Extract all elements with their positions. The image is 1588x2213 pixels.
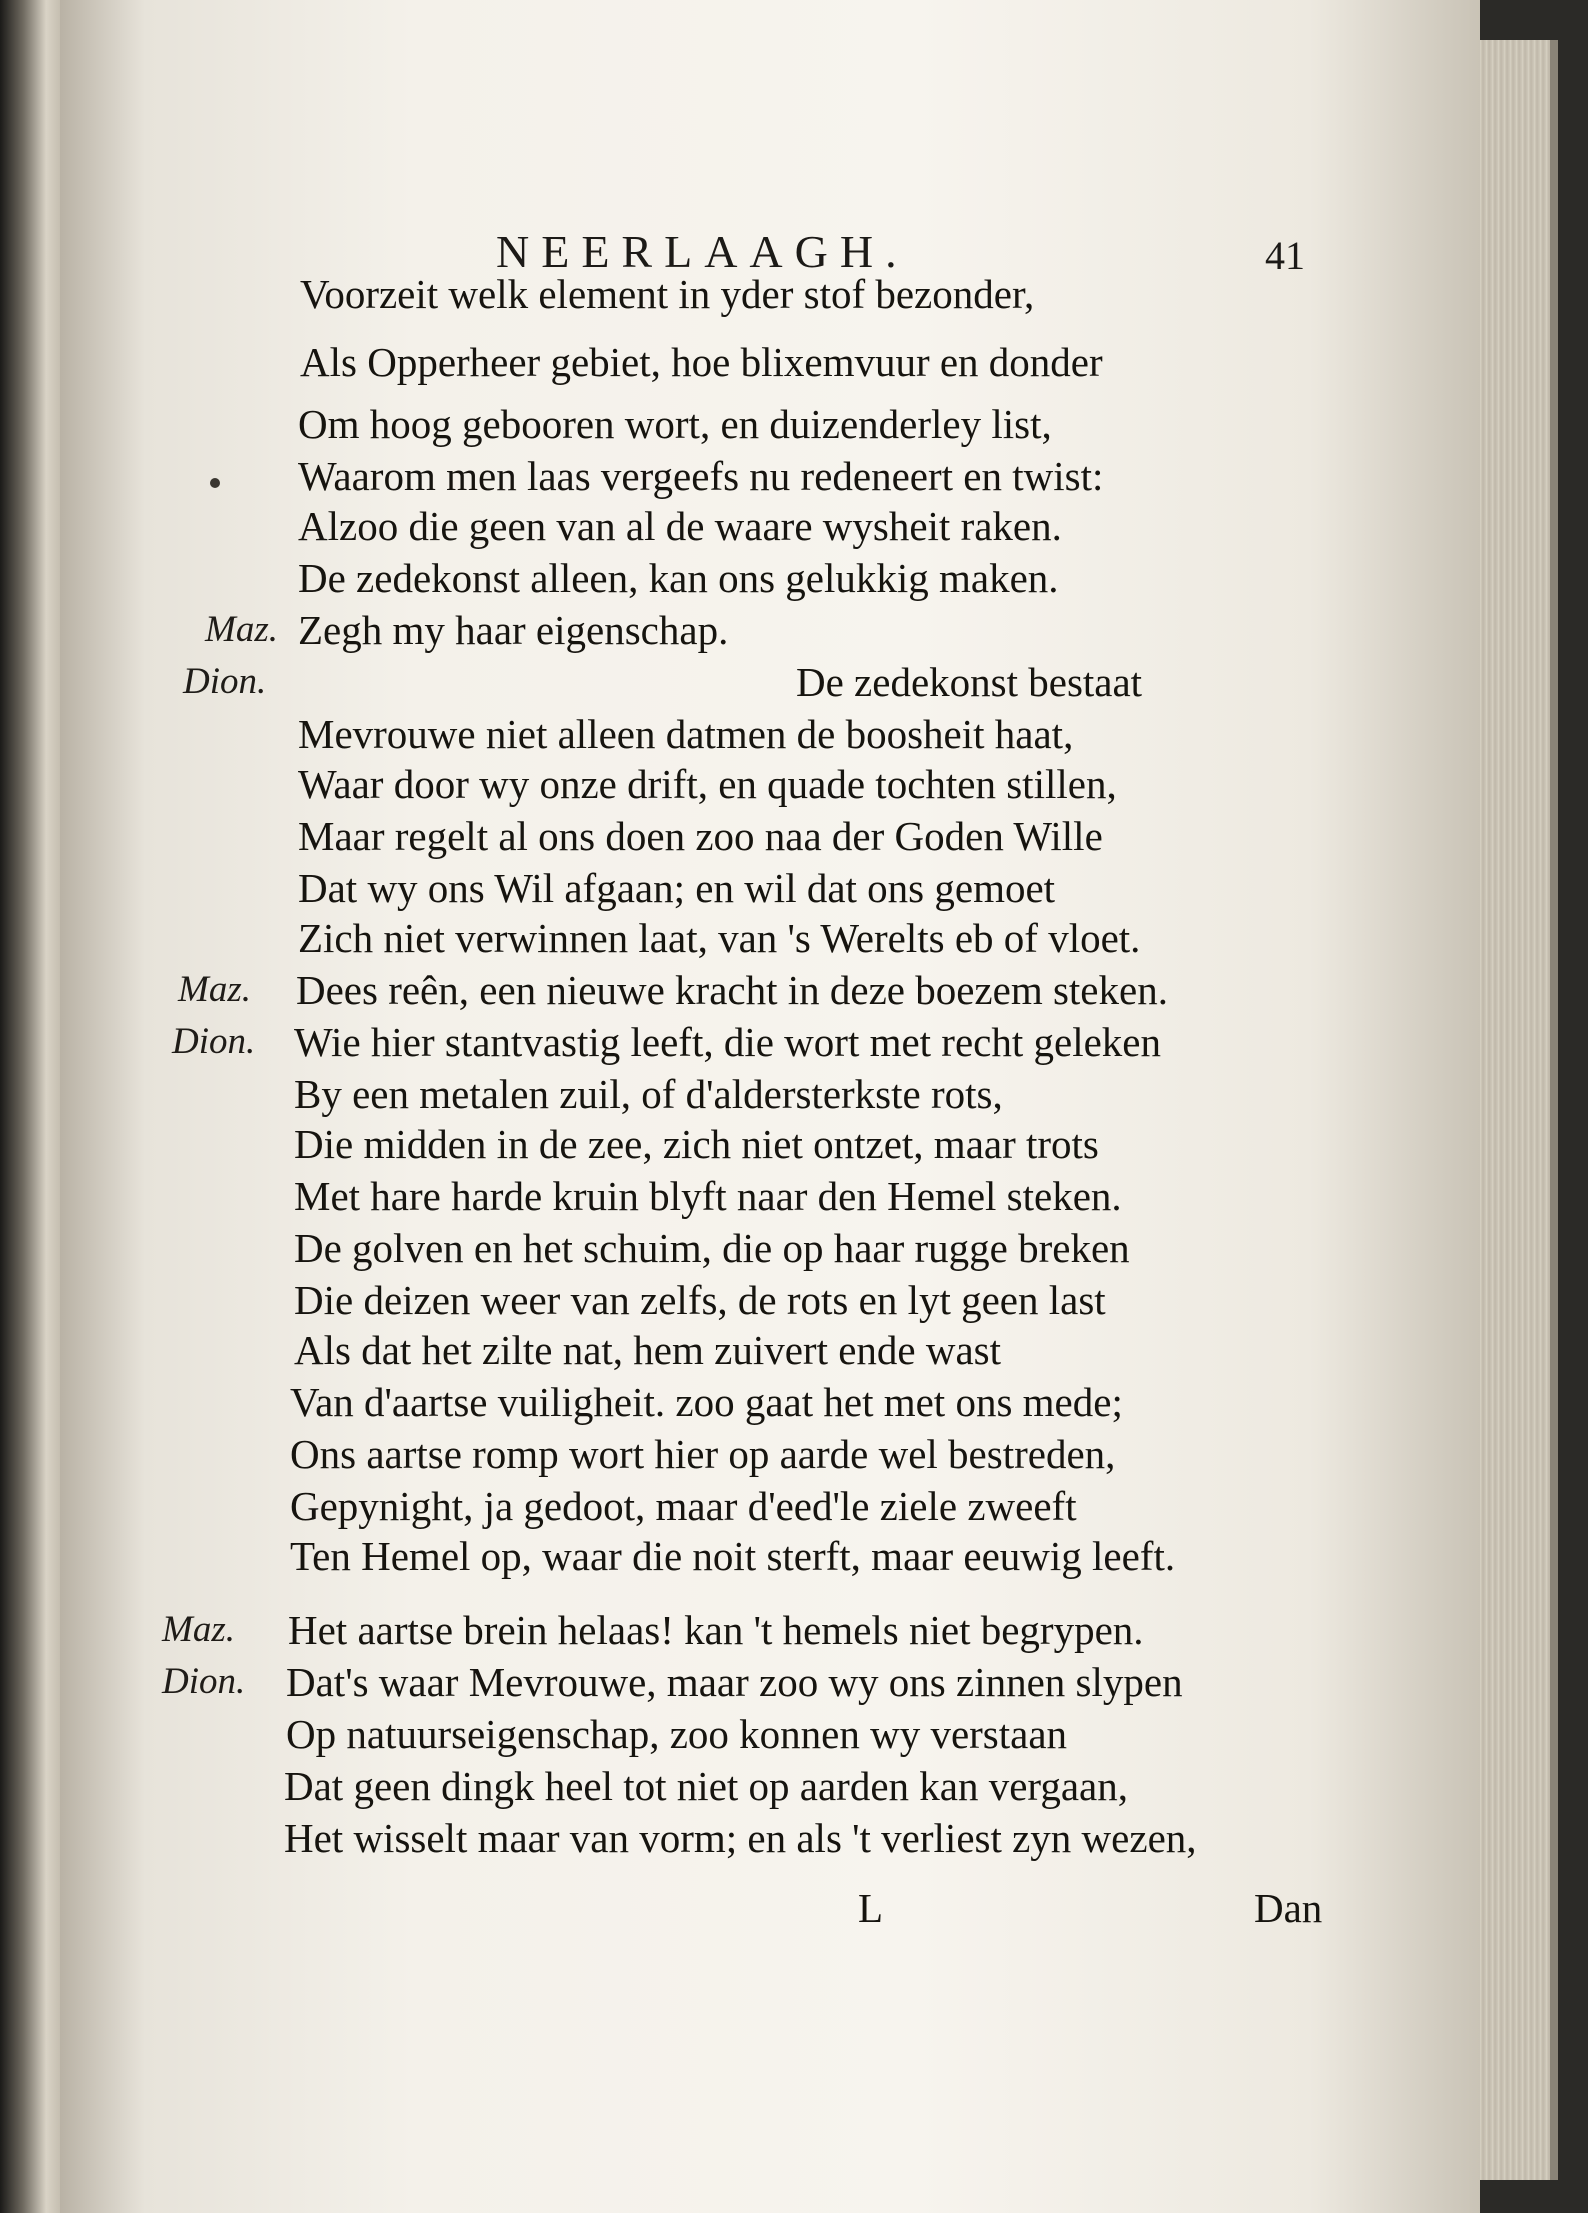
book-spine-gutter (0, 0, 66, 2213)
speaker-label: Dion. (172, 1021, 256, 1062)
verse-line: Met hare harde kruin blyft naar den Hemel steken. (294, 1173, 1122, 1219)
ink-speck (210, 478, 220, 488)
verse-line: Waar door wy onze drift, en quade tochten stillen, (298, 761, 1117, 807)
verse-line: Zegh my haar eigenschap. (298, 607, 729, 653)
running-head: NEERLAAGH. (496, 226, 909, 277)
verse-line: Als dat het zilte nat, hem zuivert ende wast (294, 1327, 1002, 1373)
verse-line: Dat's waar Mevrouwe, maar zoo wy ons zinnen slypen (286, 1659, 1183, 1705)
speaker-label: Maz. (162, 1609, 235, 1650)
verse-line: Zich niet verwinnen laat, van 's Werelts eb of vloet. (298, 915, 1141, 961)
verse-line: Als Opperheer gebiet, hoe blixemvuur en donder (300, 339, 1103, 385)
verse-line: Dees reên, een nieuwe kracht in deze boezem steken. (296, 967, 1168, 1013)
verse-line: Van d'aartse vuiligheit. zoo gaat het met ons mede; (290, 1379, 1123, 1425)
page-number: 41 (1265, 233, 1305, 278)
speaker-label: Dion. (162, 1661, 246, 1702)
speaker-label: Maz. (205, 609, 278, 650)
verse-line: Ten Hemel op, waar die noit sterft, maar eeuwig leeft. (290, 1533, 1176, 1579)
catchword: Dan (1254, 1885, 1323, 1931)
signature-mark: L (858, 1885, 884, 1931)
page-edges (1480, 40, 1558, 2180)
verse-line: De zedekonst alleen, kan ons gelukkig maken. (298, 555, 1059, 601)
verse-line: Dat geen dingk heel tot niet op aarden kan vergaan, (284, 1763, 1128, 1809)
verse-line: Alzoo die geen van al de waare wysheit raken. (298, 503, 1062, 549)
verse-line: Voorzeit welk element in yder stof bezonder, (300, 271, 1035, 317)
verse-line: By een metalen zuil, of d'aldersterkste rots, (294, 1071, 1003, 1117)
verse-line: Ons aartse romp wort hier op aarde wel bestreden, (290, 1431, 1116, 1477)
verse-line: Op natuurseigenschap, zoo konnen wy verstaan (286, 1711, 1068, 1757)
verse-line: Maar regelt al ons doen zoo naa der Goden Wille (298, 813, 1103, 859)
verse-line: Dat wy ons Wil afgaan; en wil dat ons gemoet (298, 865, 1056, 911)
verse-line: Het aartse brein helaas! kan 't hemels niet begrypen. (288, 1607, 1144, 1653)
verse-line: Gepynight, ja gedoot, maar d'eed'le ziele zweeft (290, 1483, 1077, 1529)
verse-line: Waarom men laas vergeefs nu redeneert en twist: (298, 453, 1104, 499)
verse-line: De golven en het schuim, die op haar rugge breken (294, 1225, 1130, 1271)
verse-line: Die midden in de zee, zich niet ontzet, maar trots (294, 1121, 1099, 1167)
verse-line: Het wisselt maar van vorm; en als 't verliest zyn wezen, (284, 1815, 1197, 1861)
speaker-label: Maz. (178, 969, 251, 1010)
speaker-label: Dion. (183, 661, 267, 702)
verse-line: Mevrouwe niet alleen datmen de boosheit haat, (298, 711, 1074, 757)
verse-line: De zedekonst bestaat (796, 659, 1143, 705)
verse-line: Wie hier stantvastig leeft, die wort met recht geleken (294, 1019, 1161, 1065)
verse-line: Om hoog gebooren wort, en duizenderley list, (298, 401, 1052, 447)
verse-line: Die deizen weer van zelfs, de rots en lyt geen last (294, 1277, 1106, 1323)
